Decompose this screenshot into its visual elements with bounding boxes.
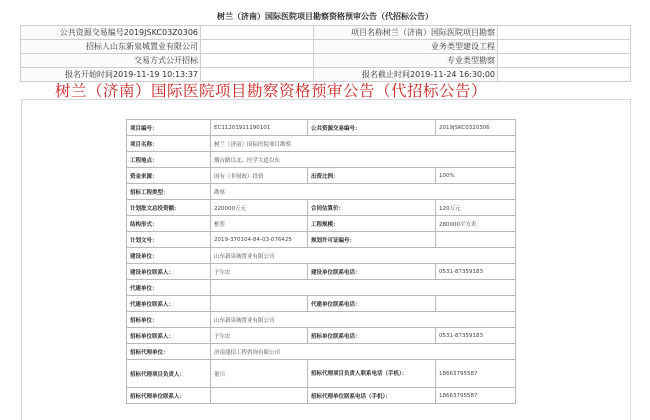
spec-row: 计划文号： 2019-370104-84-03-076425 规划许可证编号：	[127, 232, 516, 248]
spec-row: 招标单位联系人： 于尔宏 招标单位联系电话： 0531-87359183	[127, 328, 516, 344]
spec-row: 计划批文总投资额： 220000万元 合同估算价： 120万元	[127, 200, 516, 216]
business-type-cell: 业务类型建设工程	[314, 40, 498, 54]
announcement-banner-title: 树兰（济南）国际医院项目勘察资格预审公告（代招标公告）	[217, 12, 433, 21]
spec-row: 招标单位： 山东新泉城置业有限公司	[127, 312, 516, 328]
spec-row: 招标代理单位联系人： 招标代理单位联系电话（手机）： 18663795587	[127, 388, 516, 404]
spec-row: 项目名称： 树兰（济南）国际医院项目勘察	[127, 136, 516, 152]
spec-row: 建设单位： 山东新泉城置业有限公司	[127, 248, 516, 264]
reg-start-cell: 报名开始时间2019-11-19 10:13:37	[21, 68, 201, 82]
trade-code-cell: 公共资源交易编号2019JSKC03Z0306	[21, 26, 201, 40]
project-spec-table	[126, 119, 516, 404]
spec-row: 代建单位联系人： 代建单位联系电话：	[127, 296, 516, 312]
spec-row: 代建单位：	[127, 280, 516, 296]
reg-end-cell: 报名截止时间2019-11-24 16:30:00	[314, 68, 498, 82]
project-name-cell: 项目名称树兰（济南）国际医院项目勘察	[314, 26, 498, 40]
spec-row: 项目编号： EC11201911190101 公共资源交易编号： 2019JSKC0320306	[127, 120, 516, 136]
spec-row: 招标工程类型： 勘察	[127, 184, 516, 200]
notice-title: 树兰（济南）国际医院项目勘察资格预审公告（代招标公告）	[55, 82, 488, 100]
spec-row: 工程地点： 烟台路以北、医学大道以东	[127, 152, 516, 168]
spec-row: 招标代理项目负责人： 董川 招标代理项目负责人联系电话（手机）： 18663795587	[127, 360, 516, 388]
specialty-cell: 专业类型勘察	[314, 54, 498, 68]
spec-row: 结构形式： 框剪 工程规模： 280000平方米	[127, 216, 516, 232]
spec-row: 建设单位联系人： 于尔宏 建设单位联系电话： 0531-87359183	[127, 264, 516, 280]
project-info-table	[20, 25, 631, 82]
trade-method-cell: 交易方式公开招标	[21, 54, 201, 68]
spec-row: 招标代理单位： 济南建招工程咨询有限公司	[127, 344, 516, 360]
tenderer-cell: 招标人山东新泉城置业有限公司	[21, 40, 201, 54]
spec-row: 资金来源： 国有（非财政）投资 出资比例： 100%	[127, 168, 516, 184]
